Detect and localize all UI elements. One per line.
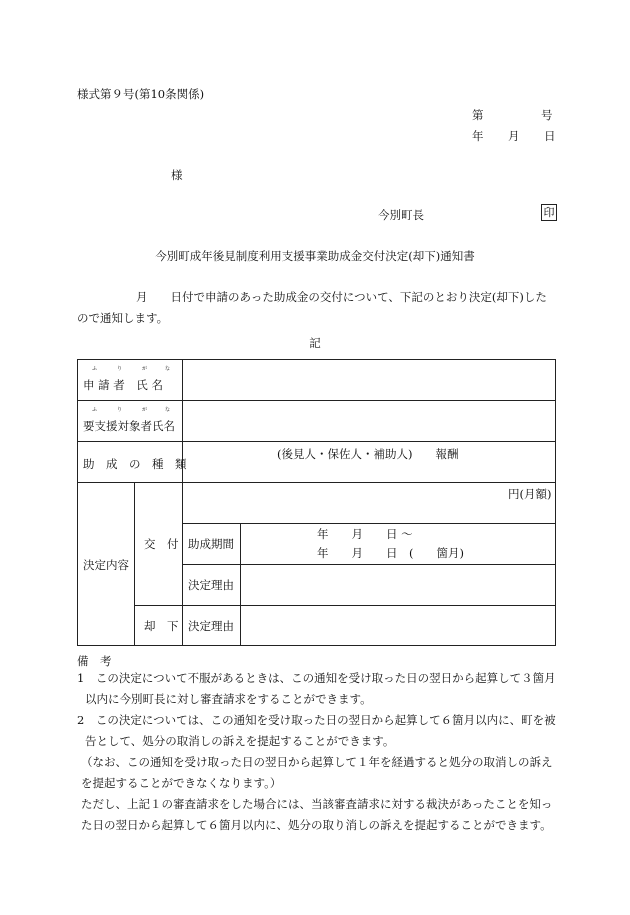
seal-mark: 印: [541, 204, 557, 221]
note-4: ただし、上記１の審査請求をした場合には、当該審査請求に対する裁決があったことを知った日の翌日から起算して６箇月以内に、処分の取り消しの訴えを提起することができます。: [81, 797, 553, 832]
furigana-char: り: [117, 407, 123, 413]
date-month-label: 月: [508, 129, 520, 143]
addressee-honorific: 様: [171, 168, 183, 182]
intro-line-1: 月 日付で申請のあった助成金の交付について、下記のとおり決定(却下)した: [136, 290, 547, 304]
document-title: 今別町成年後見制度利用支援事業助成金交付決定(却下)通知書: [155, 249, 475, 263]
table-row-divider: [77, 482, 556, 483]
table-border-top: [77, 359, 556, 360]
intro-line-2: ので通知します。: [77, 311, 169, 325]
furigana-char: が: [142, 366, 148, 372]
table-row-divider: [77, 441, 556, 442]
furigana-char: り: [117, 366, 123, 372]
table-col-divider: [240, 523, 241, 605]
furigana-char: ふ: [92, 366, 98, 372]
note-3: （なお、この通知を受け取った日の翌日から起算して１年を経過すると処分の取消しの訴えを提起することができなくなります。）: [81, 755, 553, 790]
table-col-divider: [182, 359, 183, 646]
subsidy-type-value: (後見人・保佐人・補助人) 報酬: [277, 447, 459, 461]
decision-table: [77, 359, 556, 646]
note-2: 2 この決定については、この通知を受け取った日の翌日から起算して６箇月以内に、町を被告として、処分の取消しの訴えを提起することができます。: [77, 713, 556, 748]
table-col-divider: [240, 605, 241, 645]
table-row-divider: [182, 523, 556, 524]
document-number-suffix: 号: [541, 108, 553, 122]
kofu-reason-label: 決定理由: [188, 578, 234, 592]
period-line-2: 年 月 日 ( 箇月): [317, 546, 464, 560]
date-year-label: 年: [472, 129, 484, 143]
table-border-bottom: [77, 645, 556, 646]
table-row-divider: [134, 605, 556, 606]
decision-label: 決定内容: [83, 558, 129, 572]
table-col-divider: [134, 482, 135, 646]
ki-heading: 記: [309, 336, 321, 350]
kyakka-reason-label: 決定理由: [188, 619, 234, 633]
applicant-name-label: 申 請 者 氏 名: [83, 378, 163, 392]
furigana-char: ふ: [92, 407, 98, 413]
table-row-divider: [182, 564, 556, 565]
furigana-char: が: [142, 407, 148, 413]
table-row-divider: [77, 400, 556, 401]
table-border-right: [555, 359, 556, 646]
note-1: 1 この決定について不服があるときは、この通知を受け取った日の翌日から起算して３箇月以内に今別町長に対し審査請求をすることができます。: [77, 671, 556, 706]
kofu-label: 交 付: [144, 537, 179, 551]
form-number: 様式第９号(第10条関係): [77, 87, 205, 101]
period-line-1: 年 月 日 ～: [317, 527, 413, 541]
subject-name-label: 要支援対象者氏名: [83, 419, 175, 433]
subsidy-type-label: 助 成 の 種 類: [83, 457, 187, 471]
document-number-label: 第: [472, 108, 484, 122]
kyakka-label: 却 下: [144, 619, 179, 633]
period-label: 助成期間: [188, 537, 234, 551]
furigana-char: な: [165, 407, 171, 413]
table-border-left: [77, 359, 78, 646]
issuer-title: 今別町長: [378, 208, 424, 222]
amount-unit: 円(月額): [508, 487, 552, 501]
notes-heading: 備 考: [77, 654, 112, 668]
furigana-char: な: [165, 366, 171, 372]
date-day-label: 日: [544, 129, 556, 143]
